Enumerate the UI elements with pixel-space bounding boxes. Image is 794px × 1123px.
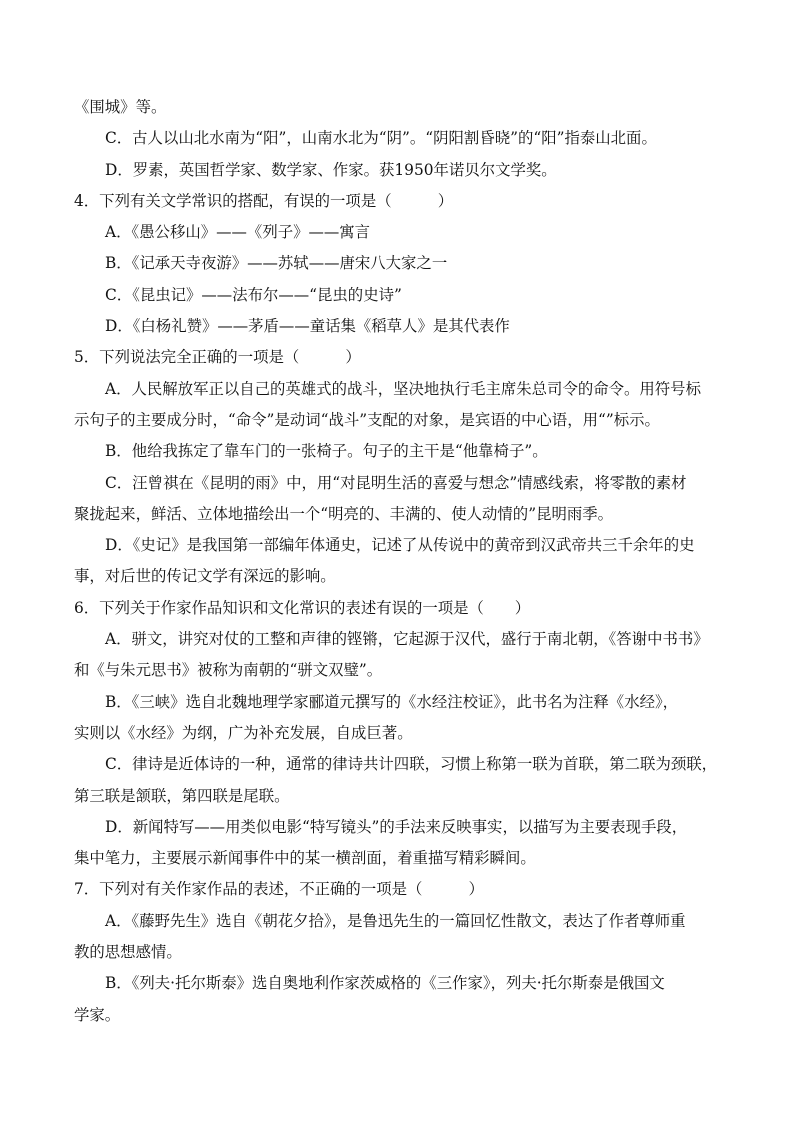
question-7-stem: 7．下列对有关作家作品的表述，不正确的一项是（ ） <box>74 880 484 899</box>
option-c-q5: C．汪曾祺在《昆明的雨》中，用“对昆明生活的喜爱与想念”情感线索，将零散的素材 <box>105 473 687 492</box>
document-body <box>74 92 744 1031</box>
text-line-continuation: 《围城》等。 <box>74 98 167 116</box>
option-a-q7: A．《藤野先生》选自《朝花夕拾》，是鲁迅先生的一篇回忆性散文，表达了作者尊师重 <box>105 911 686 930</box>
option-a-q6-continuation: 和《与朱元思书》被称为南朝的“骈文双璧”。 <box>74 661 383 680</box>
option-d-q3: D．罗素，英国哲学家、数学家、作家。获1950年诺贝尔文学奖。 <box>105 160 557 179</box>
option-b-q4: B．《记承天寺夜游》——苏轼——唐宋八大家之一 <box>105 254 448 273</box>
option-d-q6-continuation: 集中笔力，主要展示新闻事件中的某一横剖面，着重描写精彩瞬间。 <box>74 849 536 868</box>
option-d-q6: D．新闻特写——用类似电影“特写镜头”的手法来反映事实，以描写为主要表现手段， <box>105 817 688 836</box>
option-a-q7-continuation: 教的思想感情。 <box>74 943 182 962</box>
option-c-q5-continuation: 聚拢起来，鲜活、立体地描绘出一个“明亮的、丰满的、使人动情的”昆明雨季。 <box>74 504 614 523</box>
option-d-q5-continuation: 事，对后世的传记文学有深远的影响。 <box>74 567 336 586</box>
option-c-q6: C．律诗是近体诗的一种，通常的律诗共计四联，习惯上称第一联为首联，第二联为颈联， <box>105 755 718 774</box>
option-b-q7: B．《列夫·托尔斯泰》选自奥地利作家茨威格的《三作家》，列夫·托尔斯泰是俄国文 <box>105 974 665 993</box>
option-c-q6-continuation: 第三联是颔联，第四联是尾联。 <box>74 786 290 805</box>
option-a-q6: A．骈文，讲究对仗的工整和声律的铿锵，它起源于汉代，盛行于南北朝，《答谢中书书》 <box>105 630 709 649</box>
option-b-q6-continuation: 实则以《水经》为纲，广为补充发展，自成巨著。 <box>74 723 413 742</box>
question-4-stem: 4．下列有关文学常识的搭配，有误的一项是（ ） <box>74 191 454 210</box>
option-d-q5: D．《史记》是我国第一部编年体通史，记述了从传说中的黄帝到汉武帝共三千余年的史 <box>105 536 695 555</box>
option-d-q4: D．《白杨礼赞》——茅盾——童话集《稻草人》是其代表作 <box>105 317 510 336</box>
question-5-stem: 5．下列说法完全正确的一项是（ ） <box>74 348 361 367</box>
option-c-q3: C．古人以山北水南为“阳”，山南水北为“阴”。“阴阳割昏晓”的“阳”指泰山北面。 <box>105 129 657 148</box>
option-b-q5: B．他给我拣定了靠车门的一张椅子。句子的主干是“他靠椅子”。 <box>105 442 548 461</box>
question-6-stem: 6．下列关于作家作品知识和文化常识的表述有误的一项是（ ） <box>74 598 531 617</box>
option-c-q4: C．《昆虫记》——法布尔——“昆虫的史诗” <box>105 285 402 304</box>
option-a-q4: A．《愚公移山》——《列子》——寓言 <box>105 223 371 242</box>
option-b-q6: B．《三峡》选自北魏地理学家郦道元撰写的《水经注校证》，此书名为注释《水经》， <box>105 692 679 711</box>
option-a-q5-continuation: 示句子的主要成分时，“命令”是动词“战斗”支配的对象，是宾语的中心语，用“”标示。 <box>74 410 660 429</box>
option-b-q7-continuation: 学家。 <box>74 1005 121 1024</box>
option-a-q5: A．人民解放军正以自己的英雄式的战斗，坚决地执行毛主席朱总司令的命令。用符号标 <box>105 379 701 398</box>
